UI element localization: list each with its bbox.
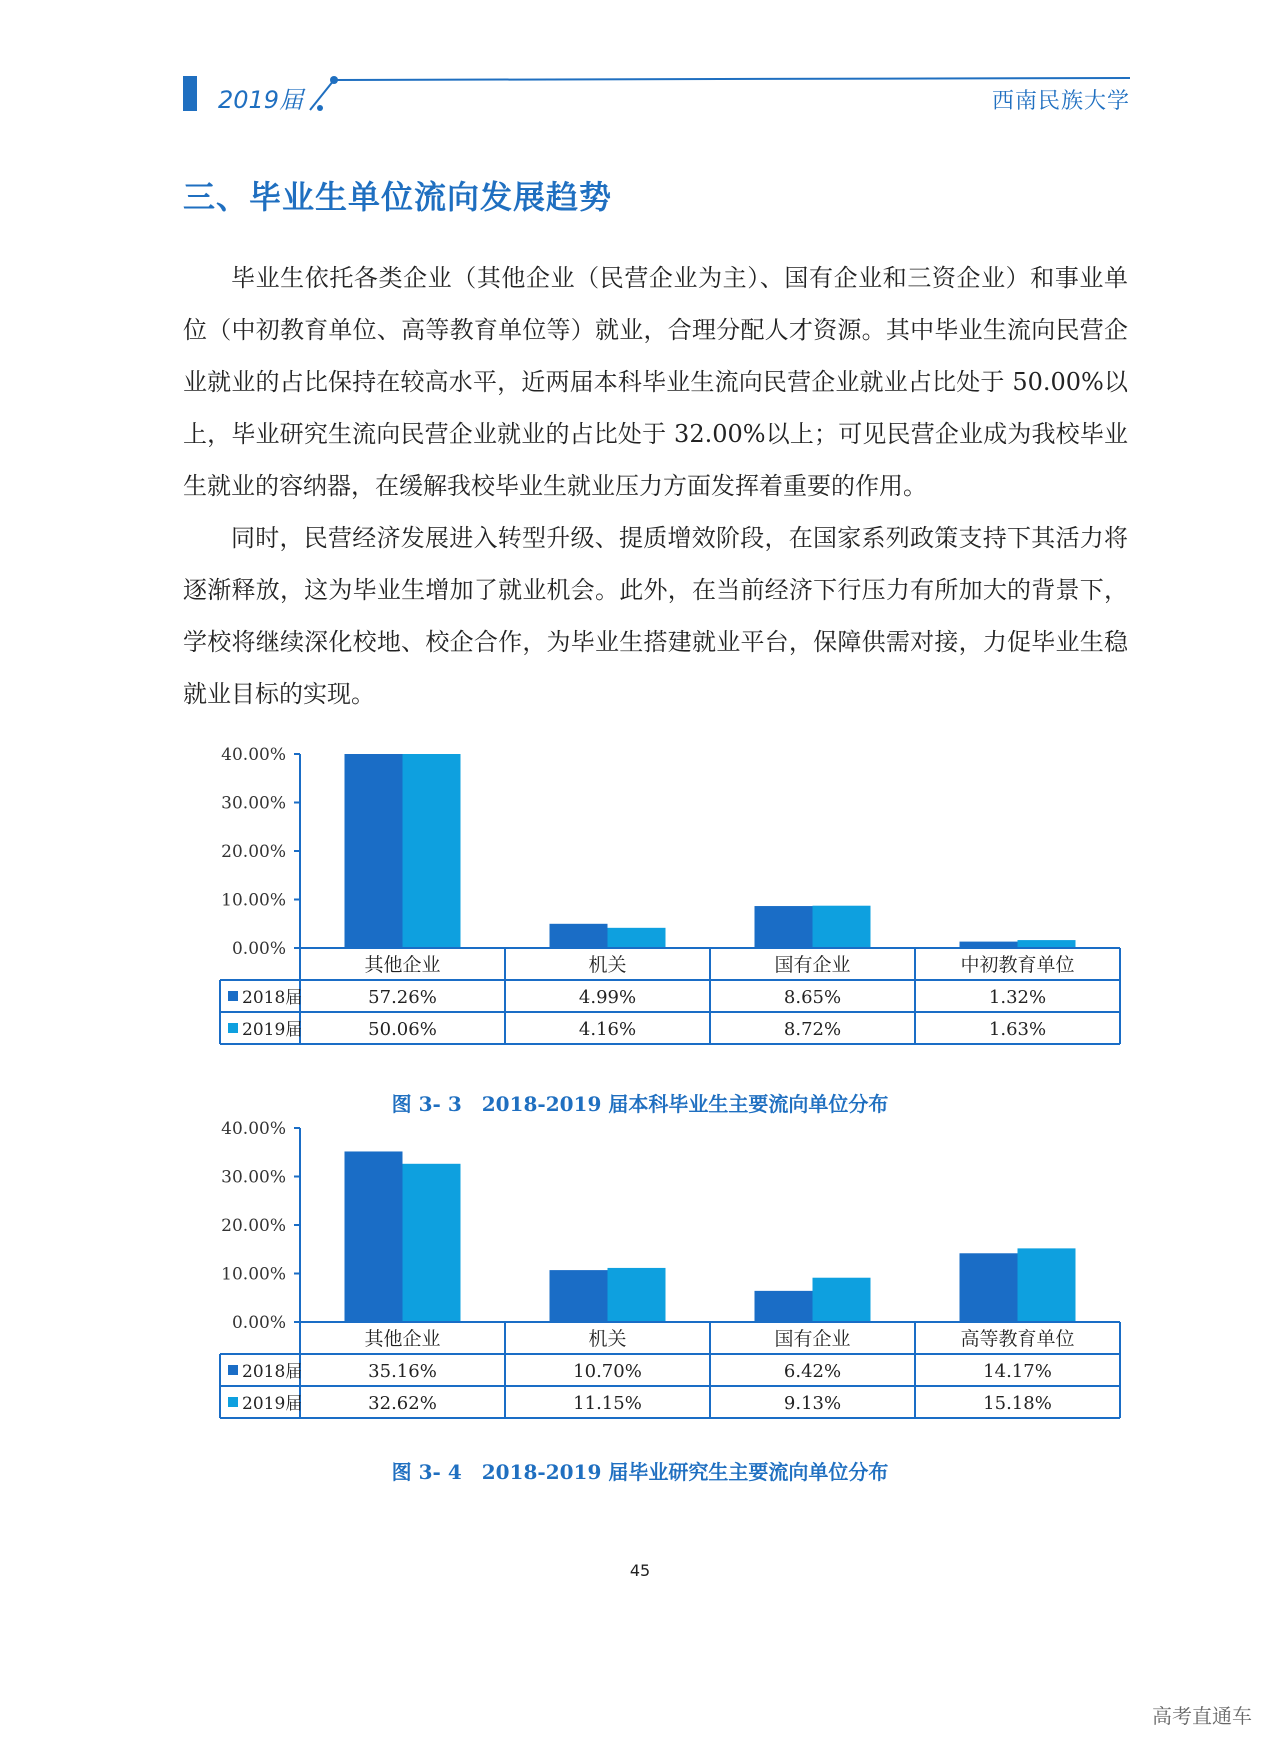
bar-2018届-国有企业 — [755, 906, 813, 948]
header-accent-bar — [183, 76, 197, 111]
legend-label: 2019届 — [242, 1020, 303, 1040]
legend-label: 2018届 — [242, 1362, 303, 1382]
data-label: 4.99% — [578, 987, 637, 1008]
paragraph-2: 同时，民营经济发展进入转型升级、提质增效阶段，在国家系列政策支持下其活力将逐渐释放，这为毕业生增加了就业机会。此外，在当前经济下行压力有所加大的背景下，学校将继续深化校地、校企合作，为毕业生搭建就业平台，保障供需对接，力促毕业生稳就业目标的实现。 — [183, 524, 1128, 708]
bar-2018届-其他企业 — [345, 1151, 403, 1322]
data-label: 11.15% — [573, 1393, 642, 1414]
data-label: 9.13% — [783, 1393, 842, 1414]
data-label: 8.65% — [783, 987, 842, 1008]
y-tick-label: 30.00% — [221, 1167, 286, 1188]
category-label: 其他企业 — [364, 1328, 441, 1350]
chart-graduate — [180, 1116, 1140, 1428]
data-label: 57.26% — [368, 987, 437, 1008]
legend-label: 2019届 — [242, 1394, 303, 1414]
y-tick-label: 20.00% — [221, 1216, 286, 1236]
bar-2019届-其他企业 — [403, 1164, 461, 1322]
page-number: 45 — [629, 1561, 651, 1580]
legend-swatch-2019届 — [228, 1023, 238, 1033]
y-tick-label: 20.00% — [221, 842, 286, 862]
bar-2019届-机关 — [608, 1268, 666, 1322]
body-text — [183, 252, 1128, 720]
data-label: 6.42% — [783, 1361, 842, 1382]
y-tick-label: 40.00% — [221, 745, 286, 765]
data-label: 14.17% — [983, 1361, 1052, 1382]
chart-undergrad — [180, 742, 1140, 1054]
bar-2019届-其他企业 — [403, 754, 461, 948]
bar-2019届-高等教育单位 — [1018, 1248, 1076, 1322]
y-tick-label: 30.00% — [221, 793, 286, 814]
legend-swatch-2019届 — [228, 1397, 238, 1407]
chart-graduate-caption: 图 3- 4 2018-2019 届毕业研究生主要流向单位分布 — [391, 1460, 889, 1484]
data-label: 15.18% — [983, 1393, 1052, 1414]
paragraph-1: 毕业生依托各类企业（其他企业（民营企业为主）、国有企业和三资企业）和事业单位（中初教育单位、高等教育单位等）就业，合理分配人才资源。其中毕业生流向民营企业就业的占比保持在较高水平，近两届本科毕业生流向民营企业就业占比处于 50.00%以上，毕业研究生流向民营企业就业的占比处于 32.00%以上；可见民营企业成为我校毕业生就业的容纳器，在缓解我校毕业生就业压力方面发挥着重要的作用。 — [183, 264, 1128, 500]
data-label: 4.16% — [578, 1019, 637, 1040]
y-tick-label: 0.00% — [231, 1313, 286, 1333]
bar-2018届-机关 — [550, 924, 608, 948]
bar-2019届-中初教育单位 — [1018, 940, 1076, 948]
data-label: 32.62% — [368, 1393, 437, 1414]
data-label: 10.70% — [573, 1361, 642, 1382]
category-label: 机关 — [588, 954, 627, 976]
bar-2018届-其他企业 — [345, 754, 403, 948]
category-label: 机关 — [588, 1328, 627, 1350]
category-label: 高等教育单位 — [960, 1328, 1075, 1350]
category-label: 其他企业 — [364, 954, 441, 976]
watermark: 高考直通车 — [1152, 1704, 1252, 1728]
bar-2018届-国有企业 — [755, 1291, 813, 1322]
bar-2019届-机关 — [608, 928, 666, 948]
data-label: 1.32% — [988, 987, 1047, 1008]
bar-2019届-国有企业 — [813, 1278, 871, 1322]
header-school-name: 西南民族大学 — [991, 89, 1130, 114]
header-year: 2019届 — [218, 86, 304, 114]
category-label: 中初教育单位 — [960, 954, 1075, 976]
bar-2018届-机关 — [550, 1270, 608, 1322]
bar-2018届-高等教育单位 — [960, 1253, 1018, 1322]
legend-label: 2018届 — [242, 988, 303, 1008]
y-tick-label: 10.00% — [221, 1264, 286, 1285]
chart-undergrad-caption: 图 3- 3 2018-2019 届本科毕业生主要流向单位分布 — [391, 1092, 889, 1116]
data-label: 35.16% — [368, 1361, 437, 1382]
y-tick-label: 40.00% — [221, 1119, 286, 1139]
category-label: 国有企业 — [774, 954, 851, 976]
section-title: 三、毕业生单位流向发展趋势 — [183, 178, 613, 216]
legend-swatch-2018届 — [228, 1365, 238, 1375]
y-tick-label: 0.00% — [231, 939, 286, 959]
bar-2019届-国有企业 — [813, 906, 871, 948]
category-label: 国有企业 — [774, 1328, 851, 1350]
data-label: 1.63% — [988, 1019, 1047, 1040]
data-label: 8.72% — [783, 1019, 842, 1040]
y-tick-label: 10.00% — [221, 890, 286, 911]
legend-swatch-2018届 — [228, 991, 238, 1001]
data-label: 50.06% — [368, 1019, 437, 1040]
